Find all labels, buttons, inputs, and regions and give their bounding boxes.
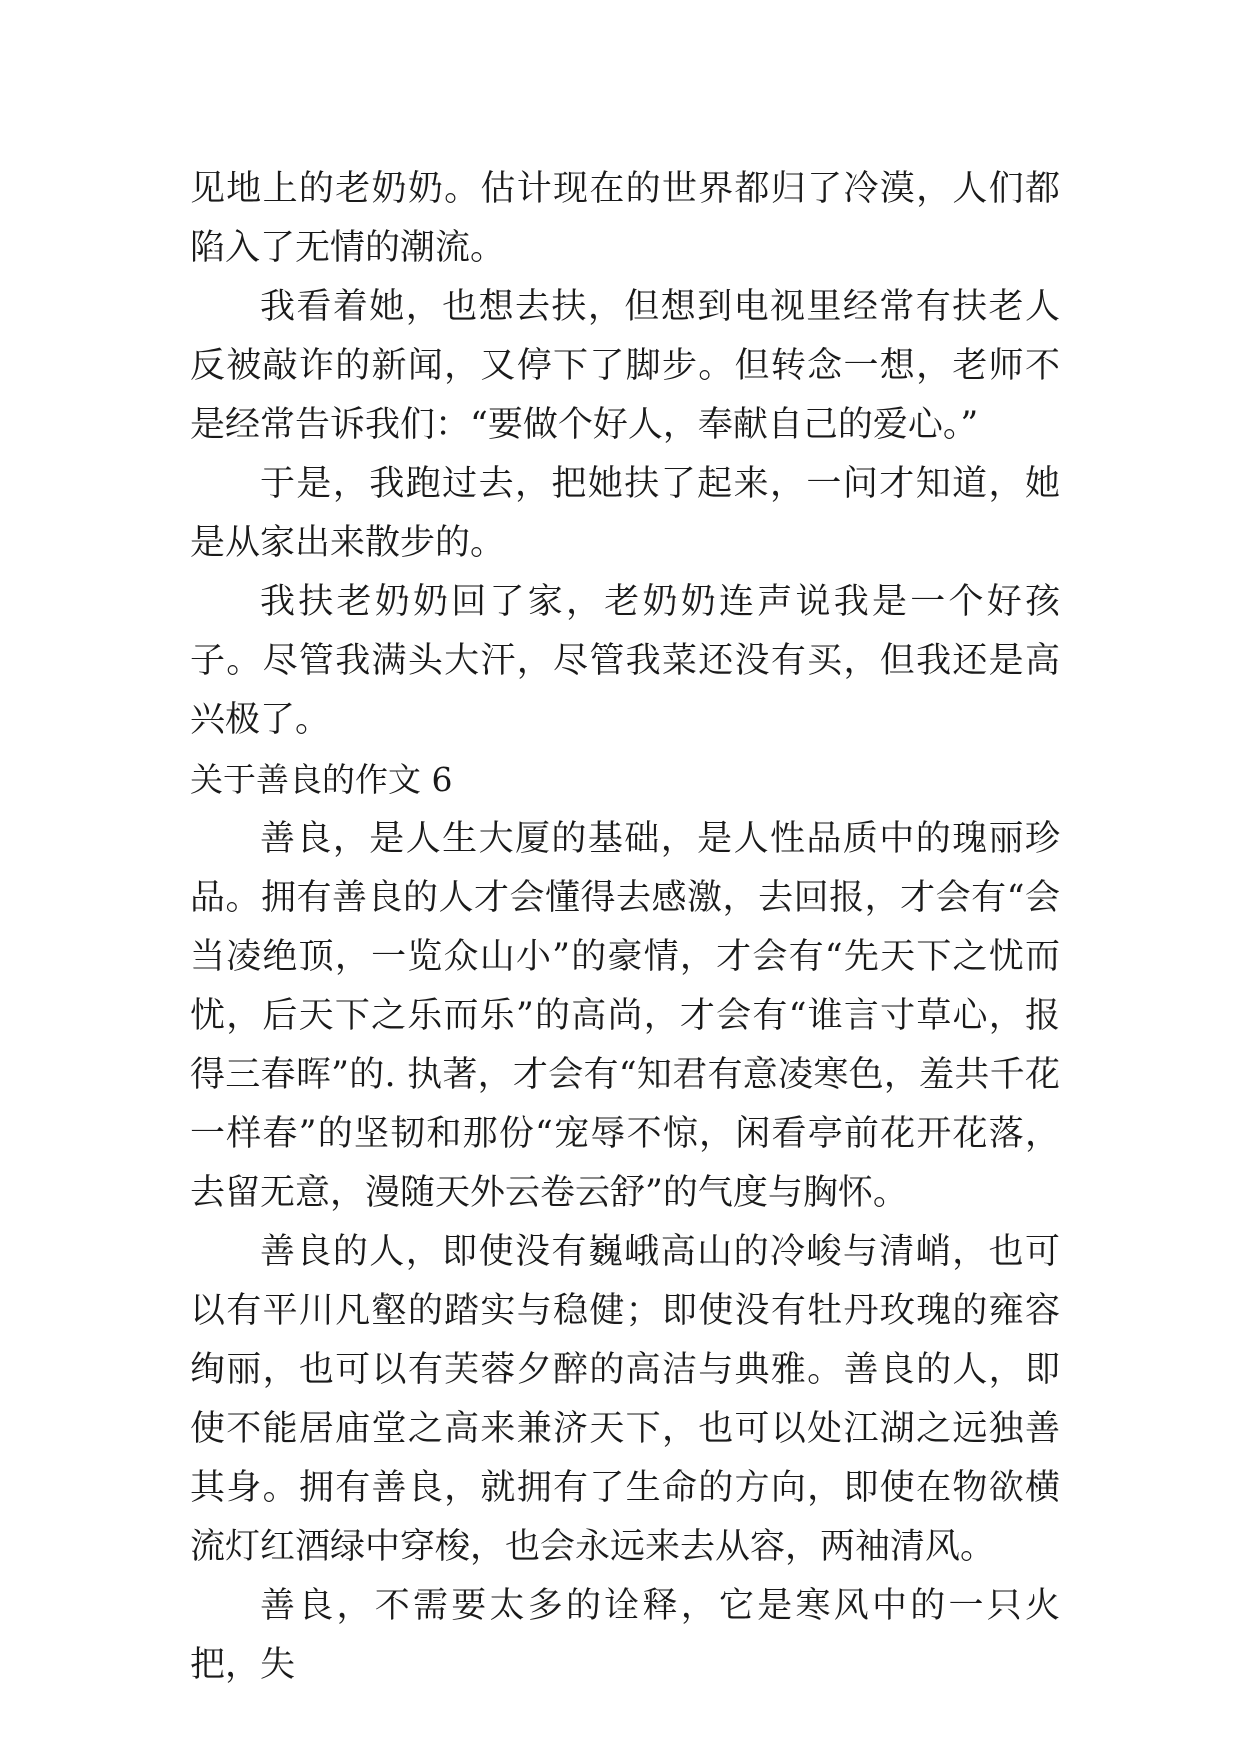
paragraph: 我扶老奶奶回了家，老奶奶连声说我是一个好孩子。尽管我满头大汗，尽管我菜还没有买，但我还是高兴极了。 [190,582,1060,740]
paragraph: 于是，我跑过去，把她扶了起来，一问才知道，她是从家出来散步的。 [190,464,1060,563]
paragraph-continuation: 见地上的老奶奶。估计现在的世界都归了冷漠，人们都陷入了无情的潮流。 [190,169,1060,268]
paragraph: 我看着她，也想去扶，但想到电视里经常有扶老人反被敲诈的新闻，又停下了脚步。但转念一想，老师不是经常告诉我们：“要做个好人，奉献自己的爱心。” [190,287,1060,445]
document-body [190,160,1060,1695]
paragraph: 善良，不需要太多的诠释，它是寒风中的一只火把，失 [190,1586,1060,1685]
paragraph: 善良，是人生大厦的基础，是人性品质中的瑰丽珍品。拥有善良的人才会懂得去感激，去回报，才会有“会当凌绝顶，一览众山小”的豪情，才会有“先天下之忧而忧，后天下之乐而乐”的高尚，才会有“谁言寸草心，报得三春晖”的. 执著，才会有“知君有意凌寒色，羞共千花一样春”的坚韧和那份“宠辱不惊，闲看亭前花开花落，去留无意，漫随天外云卷云舒”的气度与胸怀。 [190,819,1060,1213]
section-heading: 关于善良的作文 6 [190,760,453,799]
paragraph: 善良的人，即使没有巍峨高山的冷峻与清峭，也可以有平川凡壑的踏实与稳健；即使没有牡丹玫瑰的雍容绚丽，也可以有芙蓉夕醉的高洁与典雅。善良的人，即使不能居庙堂之高来兼济天下，也可以处江湖之远独善其身。拥有善良，就拥有了生命的方向，即使在物欲横流灯红酒绿中穿梭，也会永远来去从容，两袖清风。 [190,1232,1060,1567]
